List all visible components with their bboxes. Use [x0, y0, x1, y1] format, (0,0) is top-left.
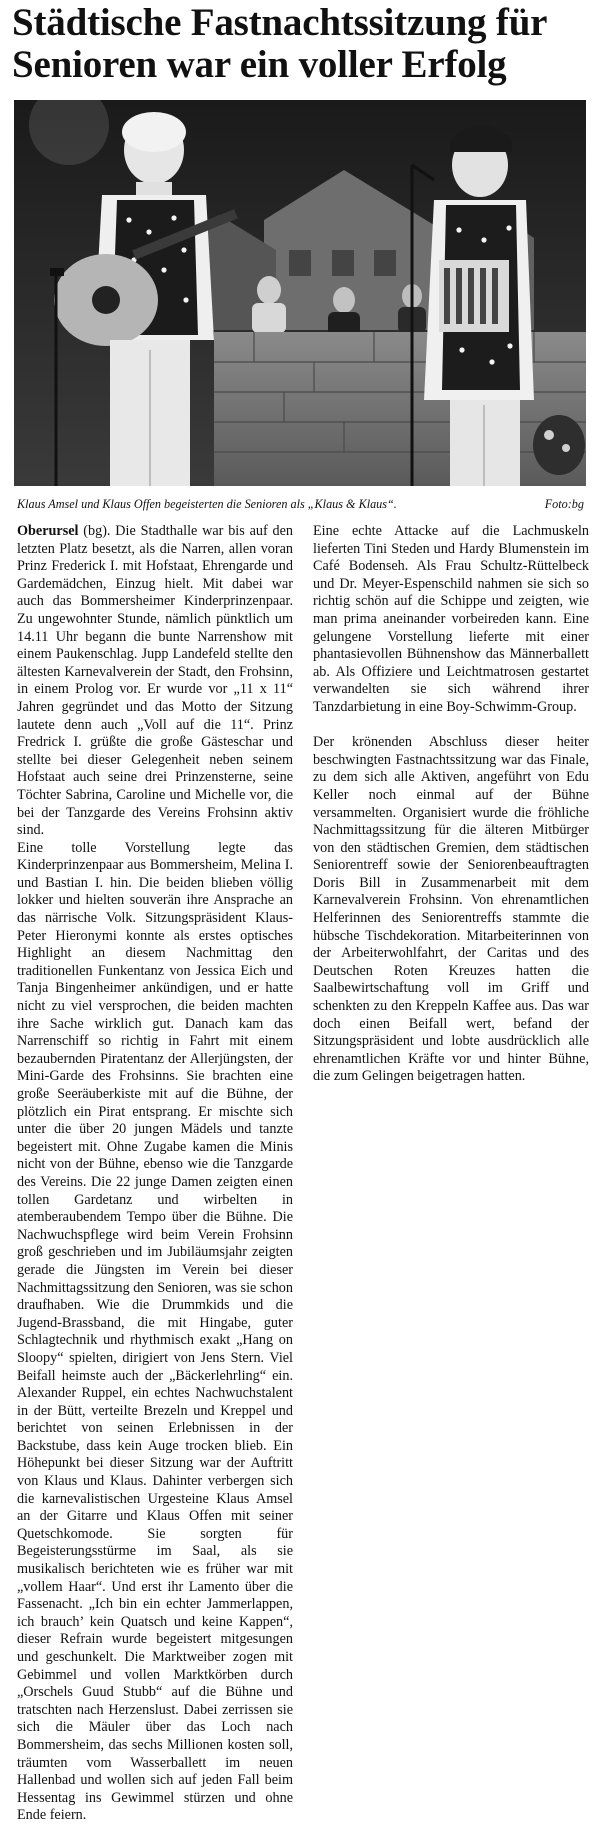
article-paragraph — [17, 523, 293, 840]
headline — [12, 2, 592, 86]
paragraph-3-text: Eine echte Attacke auf die Lachmuskeln lieferten Tini Steden und Hardy Blumenstein im Café Bodenseh. Als Frau Schultz-Rüttelbeck und Dr. Meyer-Espenschild nahmen sie sich so richtig schön auf die Schippe und zeigten, wie man prima aneinander vorbeireden kann. Eine gelungene Vorstellung lieferte mit einer phantasievollen Bühnenshow das Männerballett ab. Als Offiziere und Leichtmatrosen gestartet verwandelten sie sich während ihrer Tanzdarbietung in eine Boy-Schwimm-Group. — [313, 523, 589, 715]
photo-credit: Foto:bg — [544, 497, 584, 511]
paragraph-1-text: (bg). Die Stadthalle war bis auf den letzten Platz besetzt, als die Narren, allen voran Prinz Frederick I. mit Hofstaat, Ehrengarde und Gardemädchen, Einzug hielt. Mit dabei war auch das Bommersheimer Kinderprinzenpaar. Zu ungewohnter Stunde, nämlich pünktlich um 14.11 Uhr begann die bunte Narrenshow mit einem Paukenschlag. Jupp Landefeld stellte den ältesten Karnevalverein der Stadt, den Frohsinn, in einem Prolog vor. Er wurde vor „11 x 11“ Jahren gegründet und das Motto der Sitzung lautete denn auch „Voll auf die 11“. Prinz Fredrick I. grüßte die große Gästeschar und stellte bei dieser Gelegenheit neben seinem Hofstaat auch seine drei Prinzensterne, seine Töchter Sabrina, Caroline und Michelle vor, die bei der Tanzgarde des Vereins Frohsinn aktiv sind. — [17, 523, 293, 839]
photo-caption — [14, 494, 586, 514]
article-column-left — [17, 523, 293, 1825]
article-photo — [14, 100, 586, 486]
headline-line-2: Senioren war ein voller Erfolg — [12, 43, 507, 86]
article-paragraph — [313, 734, 589, 1086]
caption-text: Klaus Amsel und Klaus Offen begeisterten die Senioren als „Klaus & Klaus“. — [17, 497, 397, 511]
paragraph-2-text: Eine tolle Vorstellung legte das Kinderprinzenpaar aus Bommersheim, Melina I. und Bastian I. hin. Die beiden blieben völlig lokker und hielten souverän ihre Ansprache an das närrische Volk. Sitzungspräsident Klaus-Peter Hieronymi konnte als erstes optisches Highlight an diesem Nachmittag den traditionellen Funkentanz von Jessica Eich und Tanja Bingenheimer ankündigen, und er hatte nicht zu viel versprochen, die beiden machten ihre Sache wirklich gut. Danach kam das Narrenschiff so richtig in Fahrt mit einem bezaubernden Piratentanz der Allerjüngsten, der Mini-Garde des Frohsinns. Sie brachten eine große Seeräuberkiste mit auf die Bühne, der plötzlich ein Pirat entsprang. Er mischte sich unter die über 20 jungen Mädels und tanzte begeistert mit. Ohne Zugabe kamen die Minis nicht von der Bühne, ebenso wie die Tanzgarde des Vereins. Die 22 junge Damen zeigten einen tollen Gardetanz und wirbelten in atemberaubendem Tempo über die Bühne. Die Nachwuchspflege wird beim Verein Frohsinn groß geschrieben und im Jubiläumsjahr zeigten gerade die Jüngsten im Verein bei dieser Nachmittagssitzung den Senioren, was sie schon draufhaben. Wie die Drummkids und die Jugend-Brassband, die mit Hingabe, guter Schlagtechnik und rhythmisch exakt „Hang on Sloopy“ spielten, dirigiert von Jens Stern. Viel Beifall heimste auch der „Bäckerlehrling“ ein. Alexander Ruppel, ein echtes Nachwuchstalent in der Bütt, verteilte Brezeln und Kreppel und berichtet von seinen Erlebnissen in der Backstube, dass kein Auge trocken blieb. Ein Höhepunkt bei dieser Sitzung war der Auftritt von Klaus und Klaus. Dahinter verbergen sich die karnevalistischen Urgesteine Klaus Amsel an der Gitarre und Klaus Offen mit seiner Quetschkomode. Sie sorgten für Begeisterungsstürme im Saal, als sie musikalisch berichteten wie es früher war mit „vollem Haar“. Und erst ihr Lamento über die Fassenacht. „Ich bin ein echter Jammerlappen, ich brauch’ kein Quatsch und keine Kappen“, dieser Refrain wurde begeistert mitgesungen und geschunkelt. Die Marktweiber zogen mit Gebimmel und vollen Marktkörben durch „Orschels Guud Stubb“ auf die Bühne und tratschten nach Herzenslust. Dabei zerrissen sie sich die Mäuler über das Loch nach Bommersheim, das sechs Millionen kosten soll, träumten vom Wasserballett im neuen Hallenbad und wollen sich auf jeden Fall beim Hessentag ins Gewimmel stürzen und ohne Ende feiern. — [17, 839, 293, 1824]
article-paragraph — [17, 840, 293, 1825]
headline-line-1: Städtische Fastnachtssitzung für — [12, 1, 548, 44]
dateline: Oberursel — [17, 523, 79, 539]
paragraph-4-text: Der krönenden Abschluss dieser heiter beschwingten Fastnachtssitzung war das Finale, zu dem sich alle Aktiven, angeführt von Edu Keller noch einmal auf der Bühne versammelten. Organisiert wurde die fröhliche Nachmittagssitzung für die älteren Mitbürger von den städtischen Gremien, dem städtischen Seniorentreff sowie der Seniorenbeauftragten Doris Bill in Zusammenarbeit mit dem Karnevalverein Frohsinn. Von ehrenamtlichen Helferinnen des Seniorentreffs stammte die hübsche Tischdekoration. Mitarbeiterinnen von der Arbeiterwohlfahrt, der Caritas und des Deutschen Roten Kreuzes hatten die Saalbewirtschaftung voll im Griff und schenkten zu den Kreppeln Kaffee aus. Das war doch einen Beifall wert, befand der Sitzungspräsident und lobte ausdrücklich alle ehrenamtlichen Kräfte vor und hinter Bühne, die zum Gelingen beigetragen hatten. — [313, 734, 589, 1085]
article-paragraph — [313, 523, 589, 717]
article-column-right — [313, 523, 589, 1086]
stage-photo-illustration — [14, 100, 586, 486]
